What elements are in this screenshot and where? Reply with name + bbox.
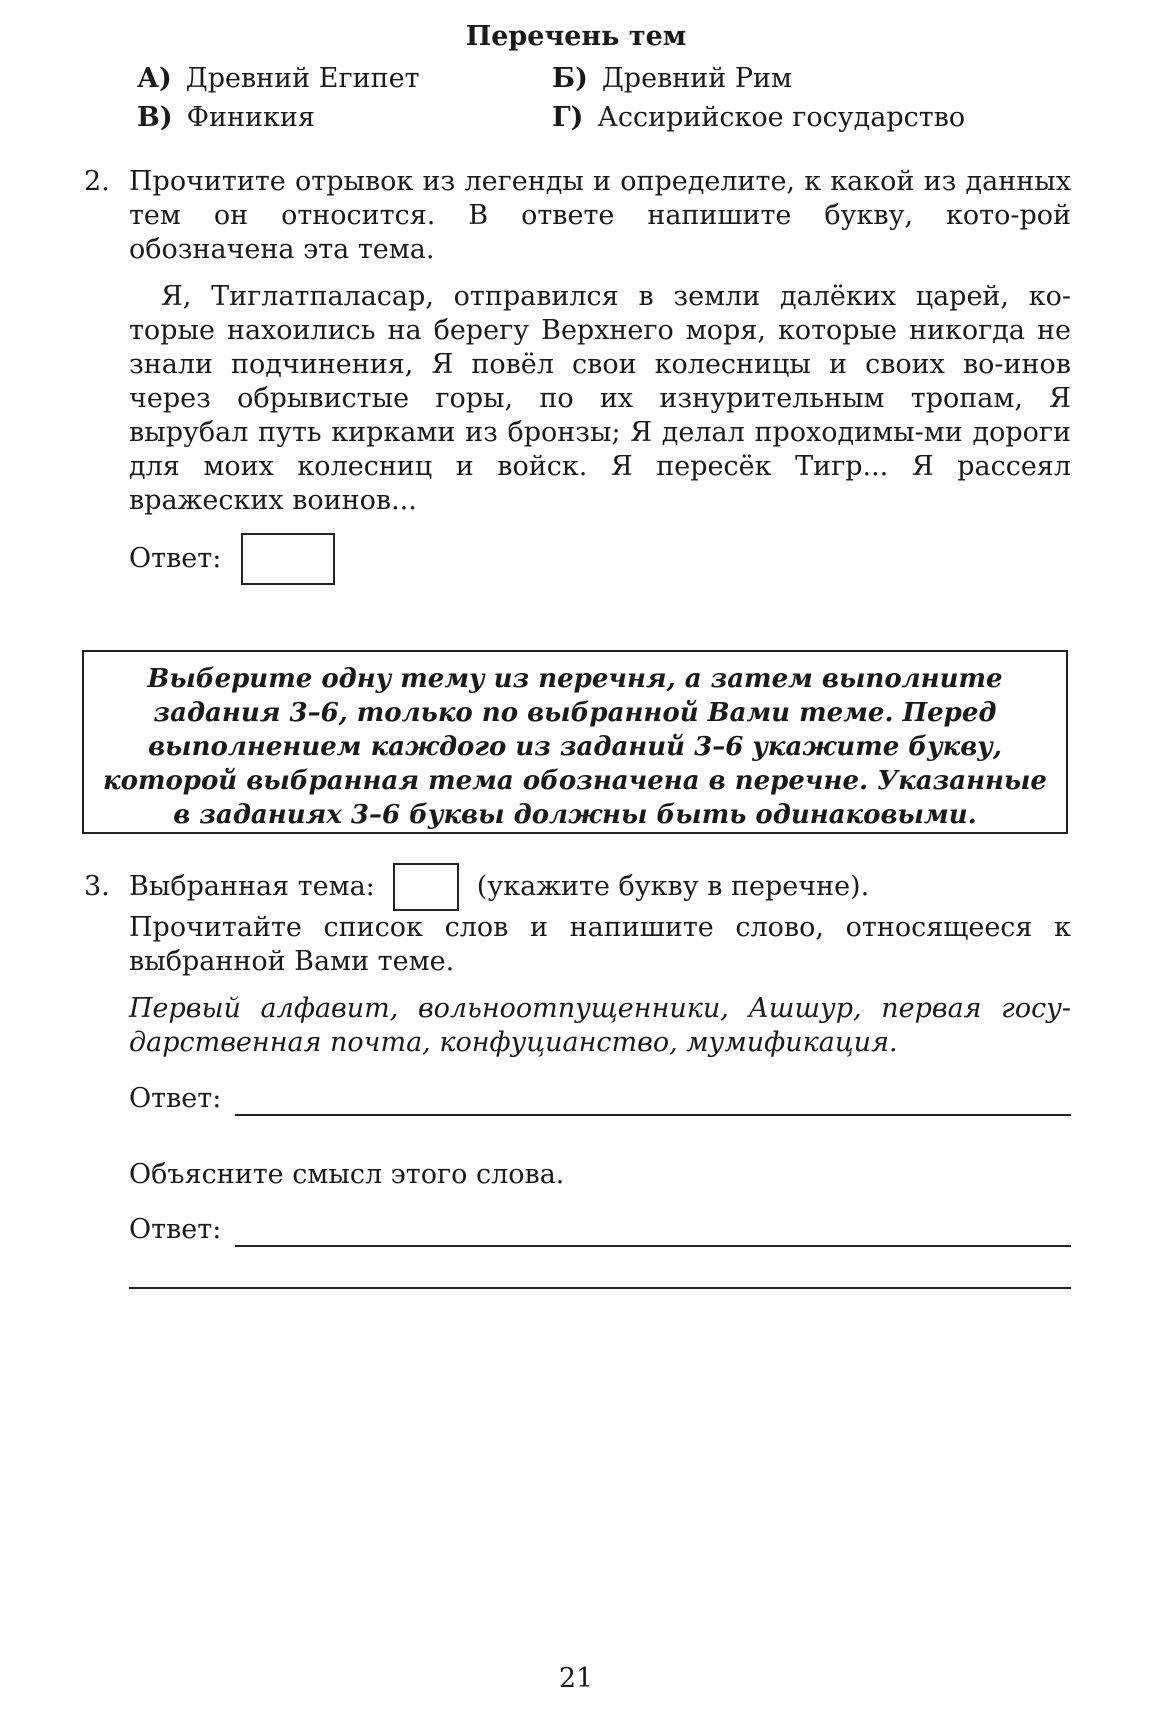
topic-item	[137, 101, 552, 135]
question-3-word-list: Первый алфавит, вольноотпущенники, Ашшур, первая госу-дарственная почта, конфуцианство, мумификация.	[129, 993, 1071, 1058]
answer-box[interactable]	[241, 533, 335, 585]
topic-name: Древний Рим	[601, 63, 793, 94]
chosen-topic-hint: (укажите букву в перечне).	[476, 871, 870, 902]
topics-row	[137, 101, 1017, 140]
topic-name: Ассирийское государство	[597, 102, 966, 133]
chosen-topic-label: Выбранная тема:	[129, 871, 375, 902]
answer-label: Ответ:	[129, 1214, 222, 1245]
topic-letter: Г)	[552, 102, 584, 133]
chosen-topic-row	[129, 863, 869, 911]
explain-answer	[129, 1213, 1071, 1247]
answer-label: Ответ:	[129, 1083, 222, 1114]
question-2-quote: Я, Тиглатпаласар, отправился в земли далёких царей, ко-торые нахоились на берегу Верхнего моря, которые никогда не знали подчинения, Я повёл свои колесницы и своих во-инов через обрывистые горы, по их изнурительным тропам, Я вырубал путь кирками из бронзы; Я делал проходимы-ми дороги для моих колесниц и войск. Я пересёк Тигр... Я рассеял вражеских воинов...	[129, 281, 1071, 516]
topic-item	[137, 62, 552, 96]
answer-line-extra[interactable]	[129, 1287, 1071, 1289]
question-2-number: 2.	[84, 166, 110, 197]
page-number: 21	[558, 1663, 594, 1694]
topics-row	[137, 62, 1017, 101]
topics-title: Перечень тем	[465, 21, 687, 52]
topic-name: Древний Египет	[185, 63, 420, 94]
topic-name: Финикия	[186, 102, 315, 133]
explain-prompt: Объясните смысл этого слова.	[129, 1159, 565, 1190]
chosen-topic-box[interactable]	[393, 863, 459, 911]
question-3-number: 3.	[84, 871, 110, 902]
answer-line[interactable]	[235, 1090, 1071, 1116]
answer-line[interactable]	[235, 1221, 1071, 1247]
question-3-text: Прочитайте список слов и напишите слово, относящееся к выбранной Вами теме.	[129, 912, 1071, 977]
question-2-text: Прочитите отрывок из легенды и определите, к какой из данных тем он относится. В ответе напишите букву, кото-рой обозначена эта тема.	[129, 166, 1071, 265]
topic-item	[552, 101, 967, 135]
topic-item	[552, 62, 967, 96]
topics-list	[137, 62, 1017, 140]
question-3-answer	[129, 1082, 1071, 1116]
topic-letter: Б)	[552, 63, 588, 94]
answer-label: Ответ:	[129, 543, 222, 574]
topic-letter: В)	[137, 102, 173, 133]
question-2-answer	[129, 533, 335, 585]
topic-letter: А)	[137, 63, 172, 94]
instructions-box: Выберите одну тему из перечня, а затем выполните задания 3–6, только по выбранной Вами теме. Перед выполнением каждого из заданий 3–6 укажите букву, которой выбранная тема обозначена в перечне. Указанные в заданиях 3–6 буквы должны быть одинаковыми.	[82, 650, 1068, 834]
